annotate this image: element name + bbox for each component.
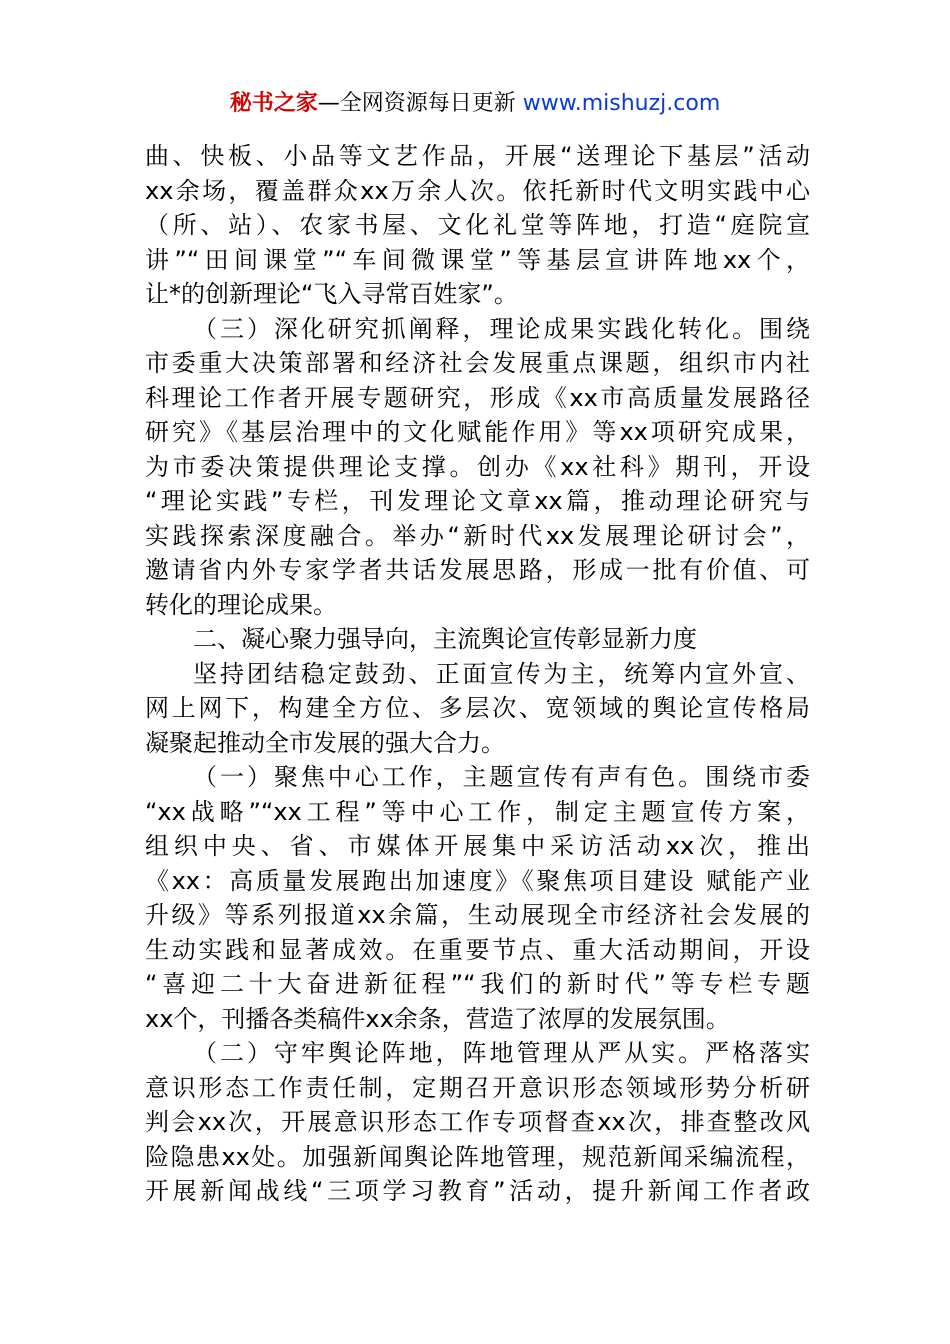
body-text-line: 判会xx次，开展意识形态工作专项督查xx次，排查整改风	[145, 1108, 810, 1136]
header-url-link[interactable]: www.mishuzj.com	[522, 91, 721, 116]
body-text-line: （三）深化研究抓阐释，理论成果实践化转化。围绕	[193, 314, 810, 343]
body-text-line: （所、站）、农家书屋、文化礼堂等阵地，打造“庭院宣	[145, 211, 810, 239]
body-text-line: 为市委决策提供理论支撑。创办《xx社科》期刊，开设	[145, 452, 810, 481]
body-text-line: （二）守牢舆论阵地，阵地管理从严从实。严格落实	[193, 1039, 810, 1067]
header-brand: 秘书之家	[229, 91, 318, 116]
header-tagline: —全网资源每日更新	[317, 91, 516, 116]
body-text-line: 二、凝心聚力强导向，主流舆论宣传彰显新力度	[193, 625, 697, 653]
body-text-line: 科理论工作者开展专题研究，形成《xx市高质量发展路径	[145, 383, 810, 412]
body-text-line: 转化的理论成果。	[145, 590, 337, 619]
body-text-line: “理论实践”专栏，刊发理论文章xx篇，推动理论研究与	[145, 487, 810, 515]
body-text-line: 实践探索深度融合。举办“新时代xx发展理论研讨会”，	[145, 521, 810, 550]
body-text-line: 险隐患xx处。加强新闻舆论阵地管理，规范新闻采编流程，	[145, 1142, 810, 1171]
document-body	[145, 139, 810, 1209]
body-text-line: xx余场，覆盖群众xx万余人次。依托新时代文明实践中心	[145, 176, 810, 205]
body-text-line: 邀请省内外专家学者共话发展思路，形成一批有价值、可	[145, 556, 810, 584]
body-text-line: xx个，刊播各类稿件xx余条，营造了浓厚的发展氛围。	[145, 1004, 730, 1033]
body-text-line: （一）聚焦中心工作，主题宣传有声有色。围绕市委	[193, 763, 810, 791]
body-text-line: 升级》等系列报道xx余篇，生动展现全市经济社会发展的	[145, 901, 810, 929]
page-header	[0, 88, 950, 120]
body-text-line: 市委重大决策部署和经济社会发展重点课题，组织市内社	[145, 349, 810, 377]
body-text-line: 讲”“田间课堂”“车间微课堂”等基层宣讲阵地xx个，	[145, 245, 810, 274]
body-text-line: “xx战略”“xx工程”等中心工作，制定主题宣传方案，	[145, 797, 810, 826]
body-text-line: 开展新闻战线“三项学习教育”活动，提升新闻工作者政	[145, 1177, 810, 1205]
body-text-line: 意识形态工作责任制，定期召开意识形态领域形势分析研	[145, 1073, 810, 1102]
body-text-line: 曲、快板、小品等文艺作品，开展“送理论下基层”活动	[145, 142, 810, 170]
body-text-line: 组织中央、省、市媒体开展集中采访活动xx次，推出	[145, 832, 810, 860]
body-text-line: 凝聚起推动全市发展的强大合力。	[145, 728, 505, 757]
body-text-line: 《xx：高质量发展跑出加速度》《聚焦项目建设 赋能产业	[145, 866, 810, 895]
body-text-line: 网上网下，构建全方位、多层次、宽领域的舆论宣传格局	[145, 694, 810, 722]
body-text-line: 让*的创新理论“飞入寻常百姓家”。	[145, 280, 518, 308]
body-text-line: 研究》《基层治理中的文化赋能作用》等xx项研究成果，	[145, 418, 810, 446]
body-text-line: 坚持团结稳定鼓劲、正面宣传为主，统筹内宣外宣、	[193, 659, 810, 688]
body-text-line: “喜迎二十大奋进新征程”“我们的新时代”等专栏专题	[145, 970, 810, 998]
body-text-line: 生动实践和显著成效。在重要节点、重大活动期间，开设	[145, 935, 810, 964]
